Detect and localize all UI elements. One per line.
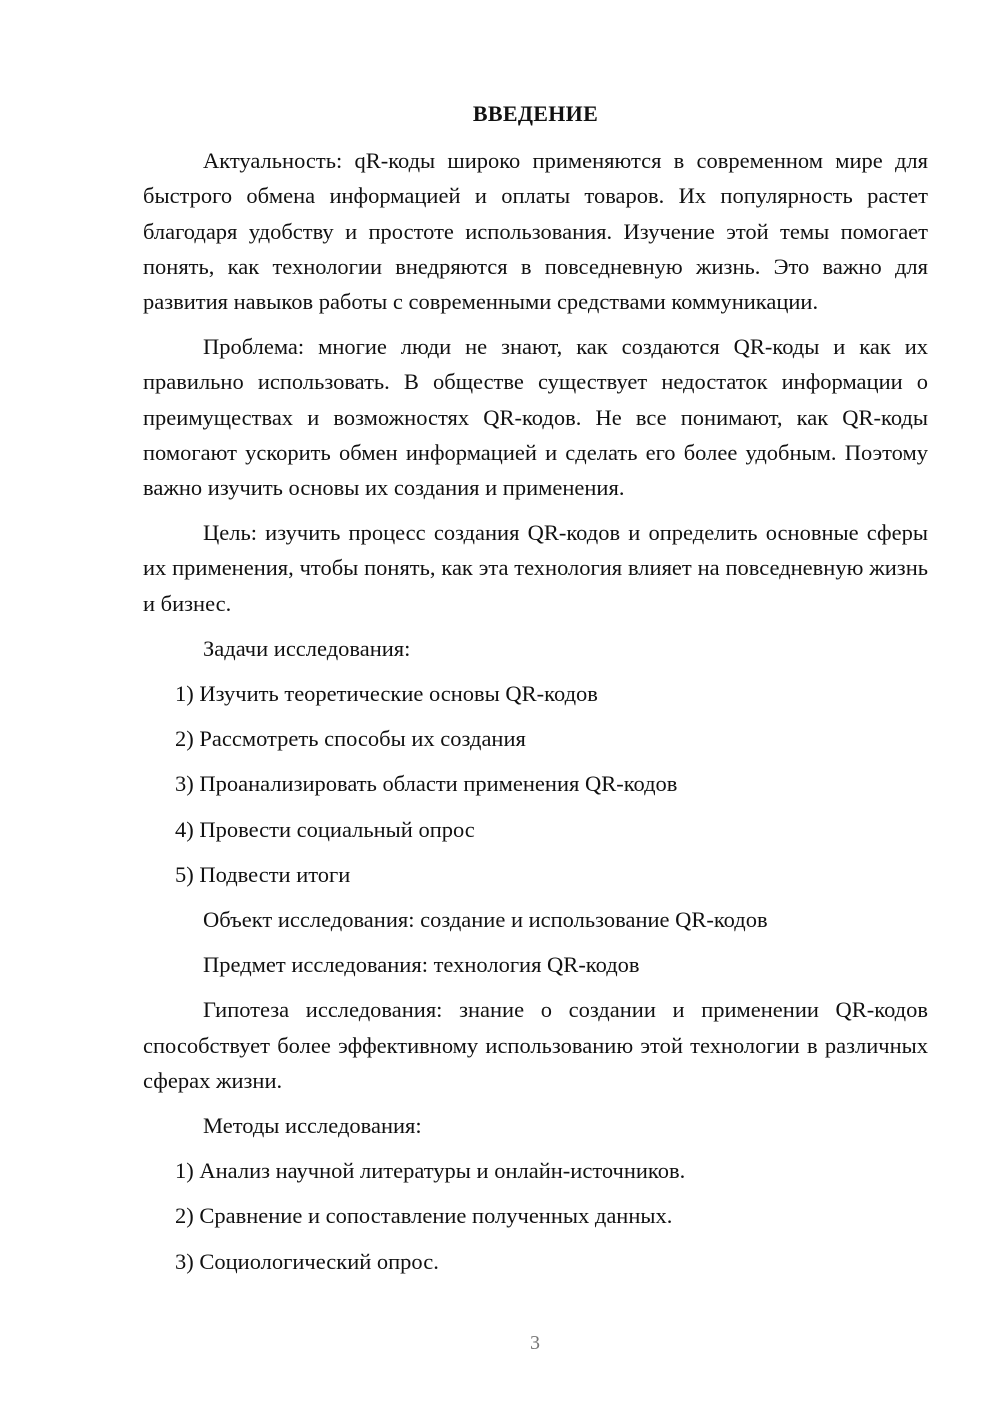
list-item: 2) Сравнение и сопоставление полученных данных.: [175, 1203, 673, 1229]
methods-list: [143, 1153, 928, 1279]
research-object: Объект исследования: создание и использование QR-кодов: [203, 907, 768, 933]
section-heading: ВВЕДЕНИЕ: [472, 101, 599, 126]
list-item: 2) Рассмотреть способы их создания: [175, 726, 526, 752]
page-number: 3: [530, 1332, 540, 1354]
list-item: 5) Подвести итоги: [175, 861, 351, 887]
tasks-list: [143, 676, 928, 892]
list-item: 3) Социологический опрос.: [175, 1248, 439, 1274]
methods-label: Методы исследования:: [203, 1113, 422, 1139]
problem-paragraph: Проблема: многие люди не знают, как создаются QR-коды и как их правильно использовать. В обществе существует недостаток информации о преимуществах и возможностях QR-кодов. Не все понимают, как QR-коды помогают ускорить обмен информацией и сделать его более удобным. Поэтому важно изучить основы их создания и применения.: [143, 334, 928, 501]
document-page: [143, 96, 928, 1289]
goal-paragraph: Цель: изучить процесс создания QR-кодов и определить основные сферы их применения, чтобы понять, как эта технология влияет на повседневную жизнь и бизнес.: [143, 520, 928, 616]
list-item: 3) Проанализировать области применения QR-кодов: [175, 771, 678, 797]
relevance-paragraph: Актуальность: qR-коды широко применяются в современном мире для быстрого обмена информацией и оплаты товаров. Их популярность растет благодаря удобству и простоте использования. Изучение этой темы помогает понять, как технологии внедряются в повседневную жизнь. Это важно для развития навыков работы с современными средствами коммуникации.: [143, 148, 928, 315]
list-item: 1) Изучить теоретические основы QR-кодов: [175, 681, 598, 707]
list-item: 1) Анализ научной литературы и онлайн-источников.: [175, 1158, 686, 1184]
hypothesis-paragraph: Гипотеза исследования: знание о создании и применении QR-кодов способствует более эффективному использованию этой технологии в различных сферах жизни.: [143, 997, 928, 1093]
research-subject: Предмет исследования: технология QR-кодов: [203, 952, 640, 978]
tasks-label: Задачи исследования:: [203, 635, 411, 661]
list-item: 4) Провести социальный опрос: [175, 816, 475, 842]
